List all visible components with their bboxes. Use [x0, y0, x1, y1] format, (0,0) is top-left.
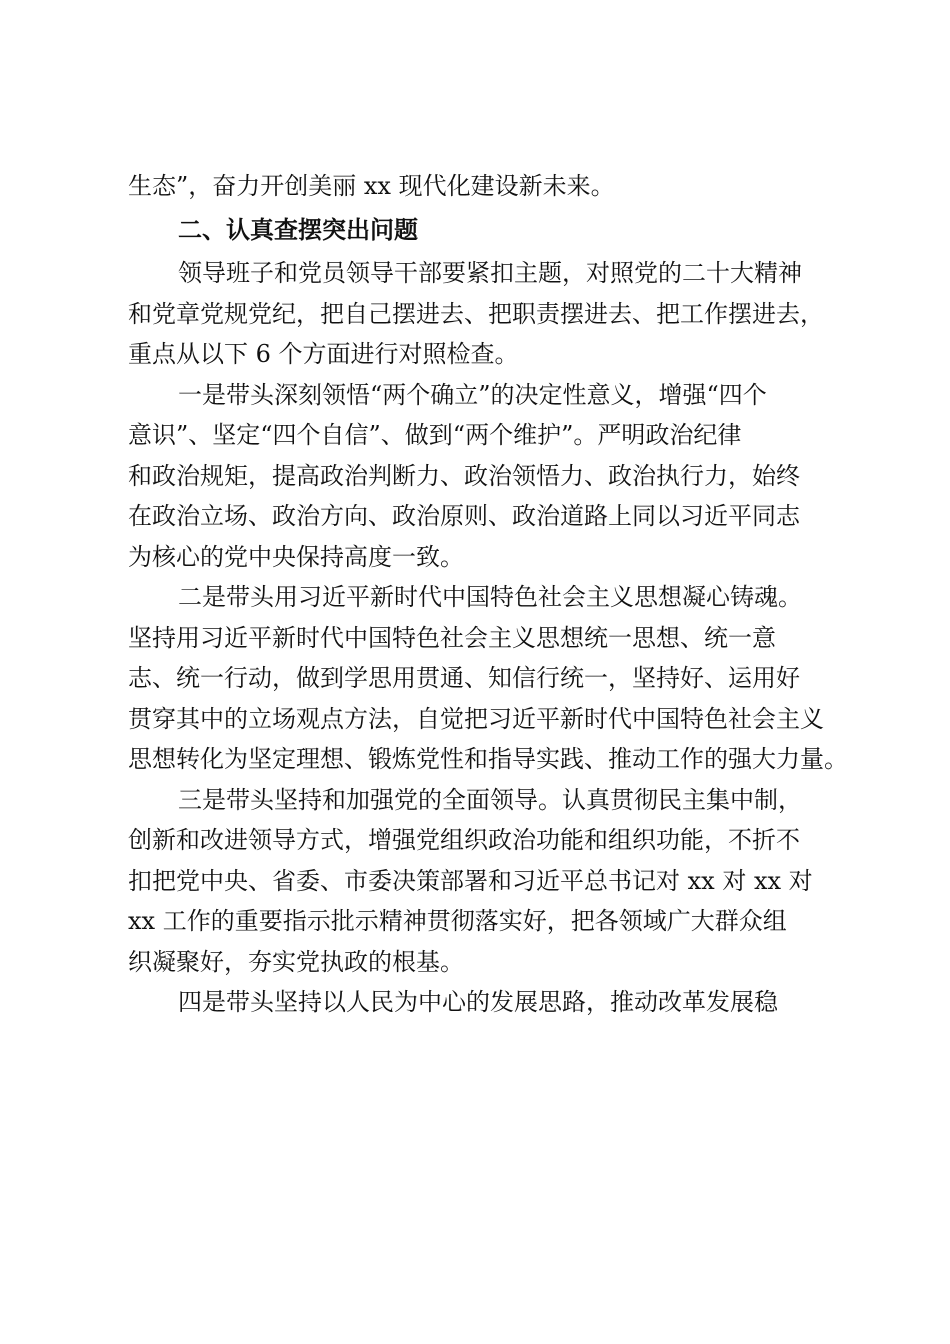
text-line: 生态”，奋力开创美丽 xx 现代化建设新未来。	[128, 172, 615, 200]
text-line: 二是带头用习近平新时代中国特色社会主义思想凝心铸魂。	[178, 583, 802, 611]
text-line: 创新和改进领导方式，增强党组织政治功能和组织功能，不折不	[128, 826, 800, 854]
text-line: 织凝聚好，夯实党执政的根基。	[128, 947, 464, 976]
text-line: 领导班子和党员领导干部要紧扣主题，对照党的二十大精神	[178, 259, 802, 287]
paragraph-item-3	[128, 780, 834, 983]
text-line: 四是带头坚持以人民为中心的发展思路，推动改革发展稳	[178, 988, 778, 1016]
paragraph-item-2	[128, 577, 848, 780]
text-line: 贯穿其中的立场观点方法，自觉把习近平新时代中国特色社会主义	[128, 704, 824, 733]
text-line: 在政治立场、政治方向、政治原则、政治道路上同以习近平同志	[128, 502, 800, 530]
text-line: 和党章党规党纪，把自己摆进去、把职责摆进去、把工作摆进去，	[128, 299, 824, 328]
text-line: 思想转化为坚定理想、锻炼党性和指导实践、推动工作的强大力量。	[128, 745, 848, 773]
section-heading: 二、认真查摆突出问题	[178, 215, 418, 244]
paragraph-item-1	[128, 375, 834, 578]
paragraph-continuation	[128, 166, 834, 207]
paragraph-item-4	[128, 982, 834, 1023]
text-line: 坚持用习近平新时代中国特色社会主义思想统一思想、统一意	[128, 623, 776, 652]
text-line: 三是带头坚持和加强党的全面领导。认真贯彻民主集中制，	[178, 785, 802, 814]
text-line: xx 工作的重要指示批示精神贯彻落实好，把各领域广大群众组	[128, 907, 787, 935]
text-line: 重点从以下 6 个方面进行对照检查。	[128, 340, 519, 368]
text-line: 意识”、坚定“四个自信”、做到“两个维护”。严明政治纪律	[128, 421, 742, 449]
text-line: 志、统一行动，做到学思用贯通、知信行统一，坚持好、运用好	[128, 664, 800, 692]
document-body	[128, 166, 848, 1023]
text-line: 一是带头深刻领悟“两个确立”的决定性意义，增强“四个	[178, 380, 767, 409]
text-line: 和政治规矩，提高政治判断力、政治领悟力、政治执行力，始终	[128, 461, 800, 490]
text-line: 扣把党中央、省委、市委决策部署和习近平总书记对 xx 对 xx 对	[128, 866, 813, 895]
text-line: 为核心的党中央保持高度一致。	[128, 542, 464, 571]
paragraph-intro	[128, 253, 834, 375]
